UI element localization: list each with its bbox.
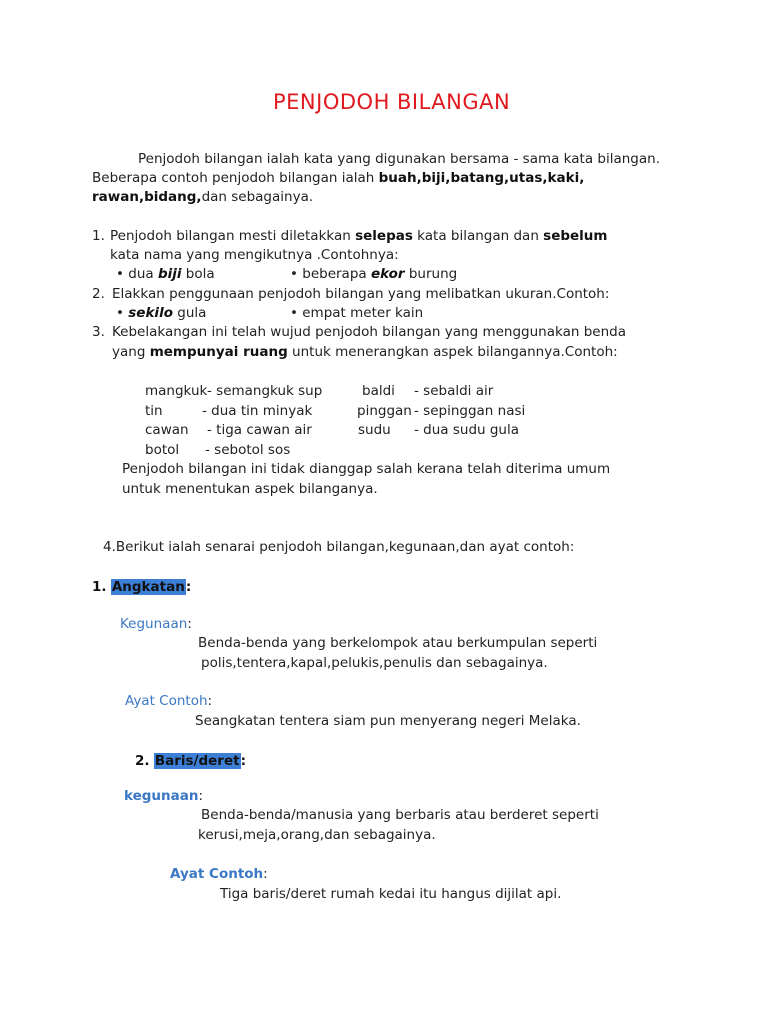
rule-1-line-1 xyxy=(110,227,608,245)
rule-2-number: 2. xyxy=(92,286,105,302)
rule-3-tail: untuk menerangkan aspek bilangannya.Contoh: xyxy=(287,344,618,360)
example-text: burung xyxy=(404,266,458,282)
entry-1-example-label-line: Ayat Contoh: xyxy=(125,693,213,709)
intro-examples-bold-2: rawan,bidang, xyxy=(92,189,202,205)
entry-2-heading xyxy=(135,752,246,770)
example-word: mangkuk xyxy=(145,383,208,399)
entry-number: 1. xyxy=(92,579,107,595)
use-label: Kegunaan xyxy=(120,616,188,632)
rule-1-text: Penjodoh bilangan mesti diletakkan xyxy=(110,228,356,244)
example-label: Ayat Contoh xyxy=(170,866,264,882)
intro-examples-bold: buah,biji,batang,utas,kaki, xyxy=(378,170,585,186)
entry-1-example-sentence: Seangkatan tentera siam pun menyerang negeri Melaka. xyxy=(195,713,581,729)
entry-1-use-line-1: Benda-benda yang berkelompok atau berkumpulan seperti xyxy=(198,635,598,651)
intro-text: Beberapa contoh penjodoh bilangan ialah xyxy=(92,170,379,186)
note-line-2: untuk menentukan aspek bilanganya. xyxy=(122,481,378,497)
rule-3-line-2 xyxy=(112,343,618,361)
example-phrase: - dua sudu gula xyxy=(414,422,520,438)
rule-2-text: Elakkan penggunaan penjodoh bilangan yang melibatkan ukuran.Contoh: xyxy=(112,286,610,302)
entry-2-use-label-line: kegunaan: xyxy=(124,788,204,804)
example-word: cawan xyxy=(145,422,189,438)
example-phrase: - sebotol sos xyxy=(205,442,291,458)
example-word: botol xyxy=(145,442,180,458)
example-word: tin xyxy=(145,403,163,419)
rule-1-number: 1. xyxy=(92,228,105,244)
rule-1-mid: kata bilangan dan xyxy=(412,228,544,244)
intro-line-2 xyxy=(92,169,584,187)
rule-3-text: yang xyxy=(112,344,150,360)
page-title: PENJODOH BILANGAN xyxy=(273,90,511,114)
example-text: • beberapa xyxy=(290,266,371,282)
entry-colon: : xyxy=(185,579,192,595)
rule-3-line-1: Kebelakangan ini telah wujud penjodoh bilangan yang menggunakan benda xyxy=(112,324,626,340)
example-phrase: - sebaldi air xyxy=(414,383,494,399)
intro-line-1: Penjodoh bilangan ialah kata yang digunakan bersama - sama kata bilangan. xyxy=(138,151,660,167)
list-intro: 4.Berikut ialah senarai penjodoh bilangan,kegunaan,dan ayat contoh: xyxy=(103,539,575,555)
example-label: Ayat Contoh xyxy=(125,693,208,709)
intro-line-3 xyxy=(92,188,313,206)
example-phrase: - tiga cawan air xyxy=(207,422,312,438)
intro-tail: dan sebagainya. xyxy=(201,189,314,205)
entry-2-example-sentence: Tiga baris/deret rumah kedai itu hangus dijilat api. xyxy=(220,886,562,902)
example-bold: sekilo xyxy=(128,305,173,321)
entry-1-heading xyxy=(92,578,191,596)
rule-1-bold-sebelum: sebelum xyxy=(543,228,608,244)
entry-colon: : xyxy=(240,753,246,769)
rule-2-example-2: • empat meter kain xyxy=(290,305,424,321)
rule-1-line-2: kata nama yang mengikutnya .Contohnya: xyxy=(110,247,399,263)
example-text: • dua xyxy=(116,266,158,282)
example-text: bola xyxy=(181,266,215,282)
rule-3-bold: mempunyai ruang xyxy=(149,344,288,360)
example-phrase: - dua tin minyak xyxy=(202,403,313,419)
entry-2-use-line-1: Benda-benda/manusia yang berbaris atau berderet seperti xyxy=(201,807,599,823)
entry-1-use-line-2: polis,tentera,kapal,pelukis,penulis dan sebagainya. xyxy=(201,655,548,671)
entry-name-highlight: Angkatan xyxy=(111,579,185,595)
example-text: gula xyxy=(172,305,207,321)
example-bold: biji xyxy=(157,266,182,282)
example-phrase: - sepinggan nasi xyxy=(414,403,526,419)
entry-2-example-label-line: Ayat Contoh: xyxy=(170,866,268,882)
example-word: pinggan xyxy=(357,403,412,419)
example-text: • xyxy=(116,305,129,321)
entry-name-highlight: Baris/deret xyxy=(154,753,240,769)
use-label: kegunaan xyxy=(124,788,199,804)
entry-1-use-label-line: Kegunaan: xyxy=(120,616,192,632)
example-word: sudu xyxy=(358,422,391,438)
entry-2-use-line-2: kerusi,meja,orang,dan sebagainya. xyxy=(198,827,436,843)
example-word: baldi xyxy=(362,383,395,399)
rule-1-bold-selepas: selepas xyxy=(355,228,413,244)
example-bold: ekor xyxy=(370,266,405,282)
rule-1-example-2 xyxy=(290,265,457,283)
entry-number: 2. xyxy=(135,753,150,769)
note-line-1: Penjodoh bilangan ini tidak dianggap salah kerana telah diterima umum xyxy=(122,461,611,477)
rule-3-number: 3. xyxy=(92,324,105,340)
rule-2-example-1 xyxy=(116,304,206,322)
example-phrase: - semangkuk sup xyxy=(207,383,323,399)
rule-1-example-1 xyxy=(116,265,215,283)
